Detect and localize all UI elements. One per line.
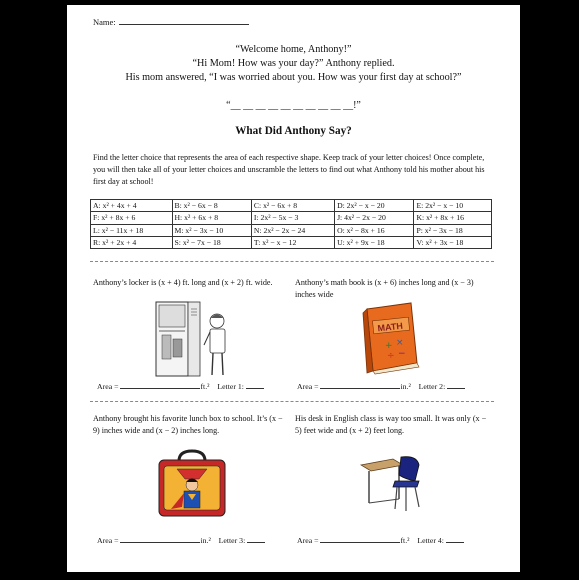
area-label: Area = bbox=[97, 382, 119, 391]
choice-cell: L: x² − 11x + 18 bbox=[91, 224, 173, 236]
unit-label: in.² bbox=[200, 536, 211, 545]
choice-cell: B: x² − 6x − 8 bbox=[172, 200, 251, 212]
problem-1-answer bbox=[97, 382, 264, 391]
problem-4-text: His desk in English class is way too small. It was only (x − 5) feet wide and (x + 2) feet long. bbox=[295, 414, 487, 436]
letter-blank-1[interactable] bbox=[246, 388, 264, 389]
choice-cell: R: x² + 2x + 4 bbox=[91, 236, 173, 248]
table-row bbox=[91, 212, 492, 224]
svg-text:÷: ÷ bbox=[387, 351, 395, 361]
problem-2-answer bbox=[297, 382, 465, 391]
table-row bbox=[91, 224, 492, 236]
svg-text:−: − bbox=[398, 349, 406, 359]
letter-blank-3[interactable] bbox=[247, 542, 265, 543]
area-label: Area = bbox=[97, 536, 119, 545]
choice-cell: J: 4x² − 2x − 20 bbox=[335, 212, 414, 224]
problem-4-answer bbox=[297, 536, 464, 545]
svg-text:+: + bbox=[385, 341, 393, 351]
name-label: Name: bbox=[93, 17, 116, 27]
choice-cell: I: 2x² − 5x − 3 bbox=[251, 212, 334, 224]
problem-3-answer bbox=[97, 536, 265, 545]
instructions: Find the letter choice that represents the area of each respective shape. Keep track of your letter choices! Once complete, you will then take all of your letter choices and unscramble the letters to find out what Anthony told his mother about his first day at school! bbox=[93, 153, 485, 187]
choice-cell: S: x² − 7x − 18 bbox=[172, 236, 251, 248]
choice-cell: D: 2x² − x − 20 bbox=[335, 200, 414, 212]
desk-illustration bbox=[359, 453, 427, 513]
choice-cell: F: x² + 8x + 6 bbox=[91, 212, 173, 224]
problem-3-text: Anthony brought his favorite lunch box to school. It’s (x − 9) inches wide and (x − 2) inches long. bbox=[93, 414, 283, 436]
svg-text:×: × bbox=[396, 338, 404, 348]
divider bbox=[90, 401, 494, 402]
unit-label: in.² bbox=[400, 382, 411, 391]
problem-1-text: Anthony’s locker is (x + 4) ft. long and (x + 2) ft. wide. bbox=[93, 278, 273, 287]
problem-2-text: Anthony’s math book is (x + 6) inches long and (x − 3) inches wide bbox=[295, 278, 474, 300]
choice-cell: C: x² − 6x + 8 bbox=[251, 200, 334, 212]
math-book-illustration bbox=[361, 301, 423, 375]
page-title: What Did Anthony Say? bbox=[235, 125, 352, 137]
choice-cell: T: x² − x − 12 bbox=[251, 236, 334, 248]
letter-label: Letter 4: bbox=[417, 536, 444, 545]
name-blank[interactable] bbox=[119, 24, 249, 25]
table-row bbox=[91, 200, 492, 212]
dialogue-line-3: His mom answered, “I was worried about you. How was your first day at school?” bbox=[125, 72, 462, 83]
unit-label: ft.² bbox=[200, 382, 210, 391]
worksheet-page bbox=[67, 5, 520, 572]
dialogue-line-2: “Hi Mom! How was your day?” Anthony replied. bbox=[192, 58, 395, 69]
area-blank-4[interactable] bbox=[320, 542, 400, 543]
choice-cell: A: x² + 4x + 4 bbox=[91, 200, 173, 212]
book-title: MATH bbox=[377, 320, 404, 334]
choices-table bbox=[90, 199, 492, 249]
answer-blanks[interactable]: “__ __ __ __ __ __ __ __ __ __!” bbox=[226, 100, 361, 111]
letter-label: Letter 2: bbox=[418, 382, 446, 391]
choice-cell: M: x² − 3x − 10 bbox=[172, 224, 251, 236]
letter-blank-4[interactable] bbox=[446, 542, 464, 543]
choice-cell: E: 2x² − x − 10 bbox=[414, 200, 492, 212]
locker-illustration bbox=[155, 301, 237, 379]
letter-blank-2[interactable] bbox=[447, 388, 465, 389]
area-blank-1[interactable] bbox=[120, 388, 200, 389]
name-field[interactable] bbox=[93, 17, 249, 27]
dialogue-line-1: “Welcome home, Anthony!” bbox=[235, 44, 352, 55]
area-blank-3[interactable] bbox=[120, 542, 200, 543]
choice-cell: O: x² − 8x + 16 bbox=[335, 224, 414, 236]
letter-label: Letter 3: bbox=[218, 536, 246, 545]
letter-label: Letter 1: bbox=[217, 382, 244, 391]
choice-cell: N: 2x² − 2x − 24 bbox=[251, 224, 334, 236]
divider bbox=[90, 261, 494, 262]
choice-cell: V: x² + 3x − 18 bbox=[414, 236, 492, 248]
choice-cell: H: x² + 6x + 8 bbox=[172, 212, 251, 224]
unit-label: ft.² bbox=[400, 536, 410, 545]
area-label: Area = bbox=[297, 536, 319, 545]
lunchbox-illustration bbox=[157, 449, 227, 519]
choice-cell: P: x² − 3x − 18 bbox=[414, 224, 492, 236]
area-blank-2[interactable] bbox=[320, 388, 400, 389]
choice-cell: K: x² + 8x + 16 bbox=[414, 212, 492, 224]
area-label: Area = bbox=[297, 382, 319, 391]
table-row bbox=[91, 236, 492, 248]
choice-cell: U: x² + 9x − 18 bbox=[335, 236, 414, 248]
